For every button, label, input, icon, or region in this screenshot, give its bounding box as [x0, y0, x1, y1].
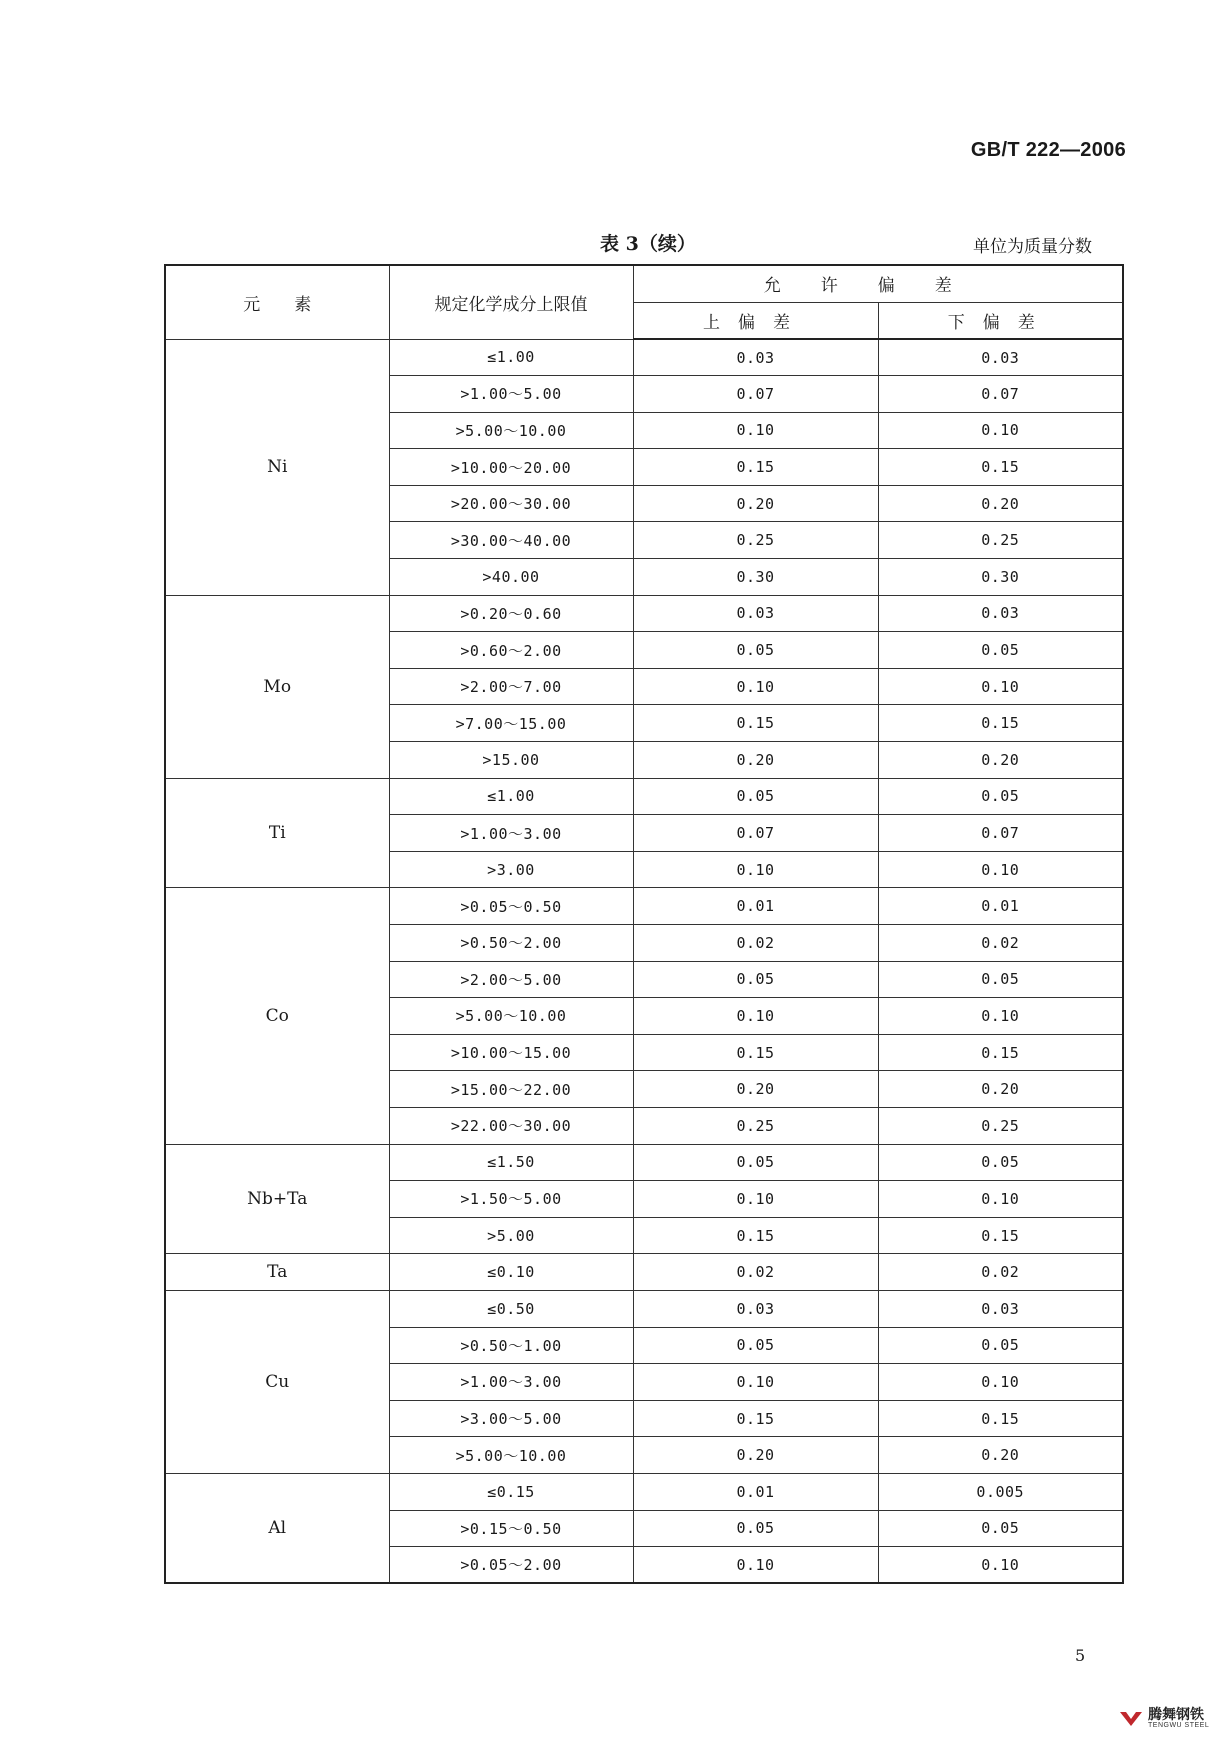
limit-cell: >10.00～15.00 — [389, 1034, 633, 1071]
table-row — [165, 595, 1123, 632]
upper-cell: 0.20 — [633, 1071, 878, 1108]
lower-cell: 0.10 — [878, 668, 1123, 705]
limit-cell: >5.00～10.00 — [389, 998, 633, 1035]
limit-cell: >2.00～7.00 — [389, 668, 633, 705]
upper-cell: 0.15 — [633, 1034, 878, 1071]
limit-cell: >2.00～5.00 — [389, 961, 633, 998]
limit-cell: >15.00 — [389, 742, 633, 779]
lower-cell: 0.01 — [878, 888, 1123, 925]
upper-cell: 0.10 — [633, 1364, 878, 1401]
limit-cell: >1.00～5.00 — [389, 376, 633, 413]
header-element: 元 素 — [165, 265, 389, 339]
element-cell: Cu — [165, 1290, 389, 1473]
upper-cell: 0.15 — [633, 705, 878, 742]
lower-cell: 0.25 — [878, 1107, 1123, 1144]
limit-cell: ≤0.10 — [389, 1254, 633, 1291]
upper-cell: 0.20 — [633, 1437, 878, 1474]
limit-cell: >40.00 — [389, 559, 633, 596]
limit-cell: >10.00～20.00 — [389, 449, 633, 486]
lower-cell: 0.10 — [878, 1181, 1123, 1218]
table-row — [165, 888, 1123, 925]
header-lower: 下偏差 — [878, 302, 1123, 339]
lower-cell: 0.15 — [878, 1400, 1123, 1437]
upper-cell: 0.03 — [633, 1290, 878, 1327]
table-unit: 单位为质量分数 — [973, 237, 1092, 257]
company-logo — [1118, 1708, 1209, 1729]
limit-cell: >0.05～0.50 — [389, 888, 633, 925]
lower-cell: 0.05 — [878, 1144, 1123, 1181]
upper-cell: 0.07 — [633, 376, 878, 413]
limit-cell: >30.00～40.00 — [389, 522, 633, 559]
upper-cell: 0.25 — [633, 522, 878, 559]
header-upper: 上偏差 — [633, 302, 878, 339]
lower-cell: 0.15 — [878, 449, 1123, 486]
limit-cell: >5.00～10.00 — [389, 412, 633, 449]
upper-cell: 0.07 — [633, 815, 878, 852]
upper-cell: 0.10 — [633, 851, 878, 888]
lower-cell: 0.10 — [878, 1547, 1123, 1584]
lower-cell: 0.25 — [878, 522, 1123, 559]
upper-cell: 0.30 — [633, 559, 878, 596]
lower-cell: 0.10 — [878, 998, 1123, 1035]
upper-cell: 0.10 — [633, 668, 878, 705]
lower-cell: 0.05 — [878, 1327, 1123, 1364]
header-limit: 规定化学成分上限值 — [389, 265, 633, 339]
limit-cell: ≤0.15 — [389, 1473, 633, 1510]
upper-cell: 0.15 — [633, 449, 878, 486]
upper-cell: 0.10 — [633, 1547, 878, 1584]
limit-cell: >22.00～30.00 — [389, 1107, 633, 1144]
page-number: 5 — [1075, 1646, 1086, 1665]
lower-cell: 0.20 — [878, 1437, 1123, 1474]
upper-cell: 0.20 — [633, 485, 878, 522]
lower-cell: 0.15 — [878, 705, 1123, 742]
tolerance-table — [164, 264, 1124, 1584]
limit-cell: >5.00 — [389, 1217, 633, 1254]
upper-cell: 0.15 — [633, 1400, 878, 1437]
logo-chinese-text: 腾舞钢铁 — [1148, 1707, 1204, 1723]
limit-cell: >1.00～3.00 — [389, 815, 633, 852]
limit-cell: >15.00～22.00 — [389, 1071, 633, 1108]
limit-cell: >0.60～2.00 — [389, 632, 633, 669]
lower-cell: 0.10 — [878, 851, 1123, 888]
lower-cell: 0.15 — [878, 1217, 1123, 1254]
lower-cell: 0.10 — [878, 1364, 1123, 1401]
limit-cell: >3.00～5.00 — [389, 1400, 633, 1437]
upper-cell: 0.05 — [633, 778, 878, 815]
table-row — [165, 1473, 1123, 1510]
upper-cell: 0.01 — [633, 1473, 878, 1510]
limit-cell: >0.50～1.00 — [389, 1327, 633, 1364]
element-cell: Mo — [165, 595, 389, 778]
element-cell: Nb+Ta — [165, 1144, 389, 1254]
standard-number: GB/T 222—2006 — [970, 139, 1126, 161]
lower-cell: 0.03 — [878, 339, 1123, 376]
upper-cell: 0.03 — [633, 339, 878, 376]
lower-cell: 0.05 — [878, 961, 1123, 998]
table-row — [165, 778, 1123, 815]
limit-cell: >0.15～0.50 — [389, 1510, 633, 1547]
upper-cell: 0.05 — [633, 1510, 878, 1547]
upper-cell: 0.10 — [633, 998, 878, 1035]
upper-cell: 0.01 — [633, 888, 878, 925]
logo-icon — [1118, 1709, 1144, 1729]
lower-cell: 0.30 — [878, 559, 1123, 596]
lower-cell: 0.10 — [878, 412, 1123, 449]
limit-cell: >1.00～3.00 — [389, 1364, 633, 1401]
limit-cell: ≤1.00 — [389, 339, 633, 376]
limit-cell: >0.20～0.60 — [389, 595, 633, 632]
table-row — [165, 1254, 1123, 1291]
upper-cell: 0.20 — [633, 742, 878, 779]
upper-cell: 0.03 — [633, 595, 878, 632]
lower-cell: 0.20 — [878, 1071, 1123, 1108]
lower-cell: 0.05 — [878, 778, 1123, 815]
table-body — [165, 339, 1123, 1583]
lower-cell: 0.20 — [878, 485, 1123, 522]
lower-cell: 0.02 — [878, 925, 1123, 962]
lower-cell: 0.07 — [878, 815, 1123, 852]
lower-cell: 0.07 — [878, 376, 1123, 413]
upper-cell: 0.05 — [633, 961, 878, 998]
limit-cell: ≤1.00 — [389, 778, 633, 815]
table-row — [165, 339, 1123, 376]
limit-cell: >0.05～2.00 — [389, 1547, 633, 1584]
lower-cell: 0.15 — [878, 1034, 1123, 1071]
table-row — [165, 1290, 1123, 1327]
lower-cell: 0.20 — [878, 742, 1123, 779]
element-cell: Ni — [165, 339, 389, 595]
lower-cell: 0.05 — [878, 632, 1123, 669]
limit-cell: >3.00 — [389, 851, 633, 888]
lower-cell: 0.03 — [878, 595, 1123, 632]
limit-cell: >5.00～10.00 — [389, 1437, 633, 1474]
header-tolerance: 允许偏差 — [633, 265, 1123, 302]
lower-cell: 0.005 — [878, 1473, 1123, 1510]
element-cell: Al — [165, 1473, 389, 1583]
logo-english-text: TENGWU STEEL — [1148, 1722, 1210, 1729]
lower-cell: 0.03 — [878, 1290, 1123, 1327]
upper-cell: 0.02 — [633, 925, 878, 962]
limit-cell: >20.00～30.00 — [389, 485, 633, 522]
limit-cell: ≤1.50 — [389, 1144, 633, 1181]
upper-cell: 0.05 — [633, 632, 878, 669]
limit-cell: >7.00～15.00 — [389, 705, 633, 742]
table-caption: 表 3（续） — [600, 233, 696, 255]
element-cell: Co — [165, 888, 389, 1144]
upper-cell: 0.10 — [633, 412, 878, 449]
upper-cell: 0.05 — [633, 1144, 878, 1181]
upper-cell: 0.15 — [633, 1217, 878, 1254]
lower-cell: 0.05 — [878, 1510, 1123, 1547]
upper-cell: 0.05 — [633, 1327, 878, 1364]
element-cell: Ti — [165, 778, 389, 888]
upper-cell: 0.25 — [633, 1107, 878, 1144]
limit-cell: >1.50～5.00 — [389, 1181, 633, 1218]
table-row — [165, 1144, 1123, 1181]
limit-cell: ≤0.50 — [389, 1290, 633, 1327]
upper-cell: 0.10 — [633, 1181, 878, 1218]
element-cell: Ta — [165, 1254, 389, 1291]
limit-cell: >0.50～2.00 — [389, 925, 633, 962]
upper-cell: 0.02 — [633, 1254, 878, 1291]
lower-cell: 0.02 — [878, 1254, 1123, 1291]
